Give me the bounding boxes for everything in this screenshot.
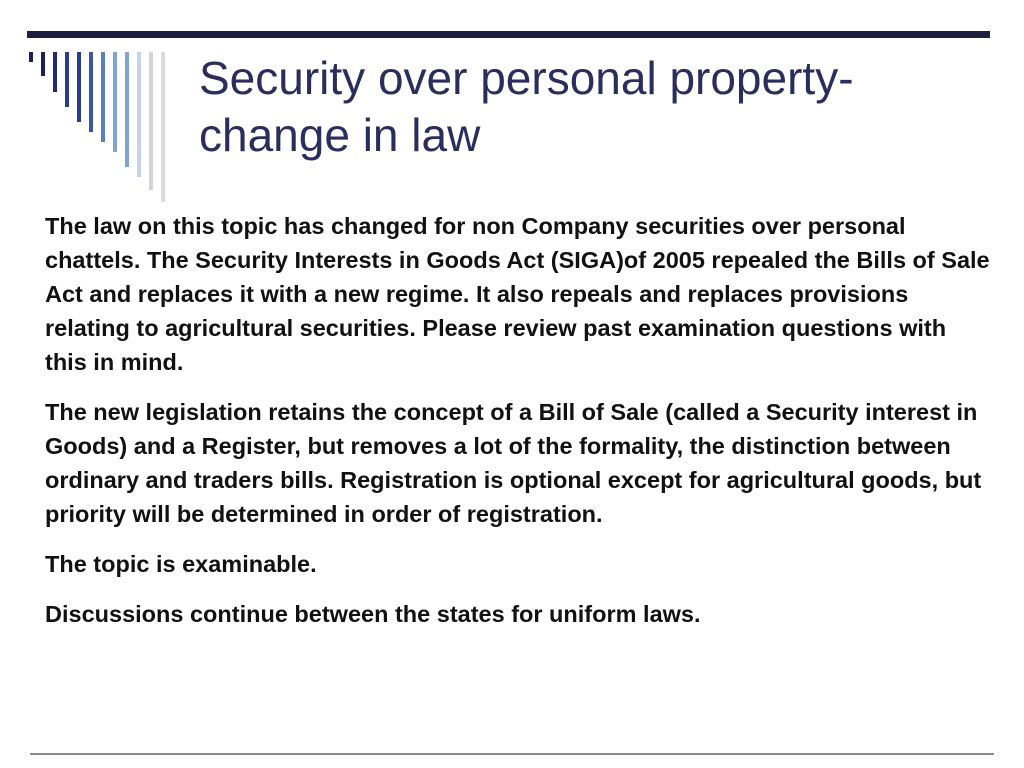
body-paragraph: The law on this topic has changed for non Company securities over personal chattels. The Security Interests in Goods Act (SIGA)of 2005 repealed the Bills of Sale Act and replaces it with a new regime. It also repeals and replaces provisions relating to agricultural securities. Please review past examination questions with this in mind. (45, 213, 990, 375)
decorative-bar (41, 52, 45, 76)
body-paragraph: Discussions continue between the states for uniform laws. (45, 601, 701, 627)
decorative-bars (0, 0, 180, 210)
decorative-bar (65, 52, 69, 107)
decorative-bar (101, 52, 105, 142)
slide-title (199, 50, 999, 164)
decorative-bar (125, 52, 129, 167)
body-paragraph: The new legislation retains the concept of a Bill of Sale (called a Security interest in Goods) and a Register, but removes a lot of the formality, the distinction between ordinary and traders bills. Registration is optional except for agricultural goods, but priority will be determined in order of registration. (45, 399, 982, 527)
decorative-bar (89, 52, 93, 132)
slide-body (45, 209, 990, 647)
decorative-bar (149, 52, 153, 190)
decorative-bar (29, 52, 33, 62)
decorative-bar (113, 52, 117, 152)
decorative-bar (137, 52, 141, 177)
body-paragraph: The topic is examinable. (45, 551, 317, 577)
slide-title-line-2: change in law (199, 109, 481, 161)
decorative-bar (77, 52, 81, 122)
slide-title-line-1: Security over personal property- (199, 52, 854, 104)
bottom-rule (30, 753, 994, 755)
decorative-bar (53, 52, 57, 92)
decorative-bar (161, 52, 165, 202)
